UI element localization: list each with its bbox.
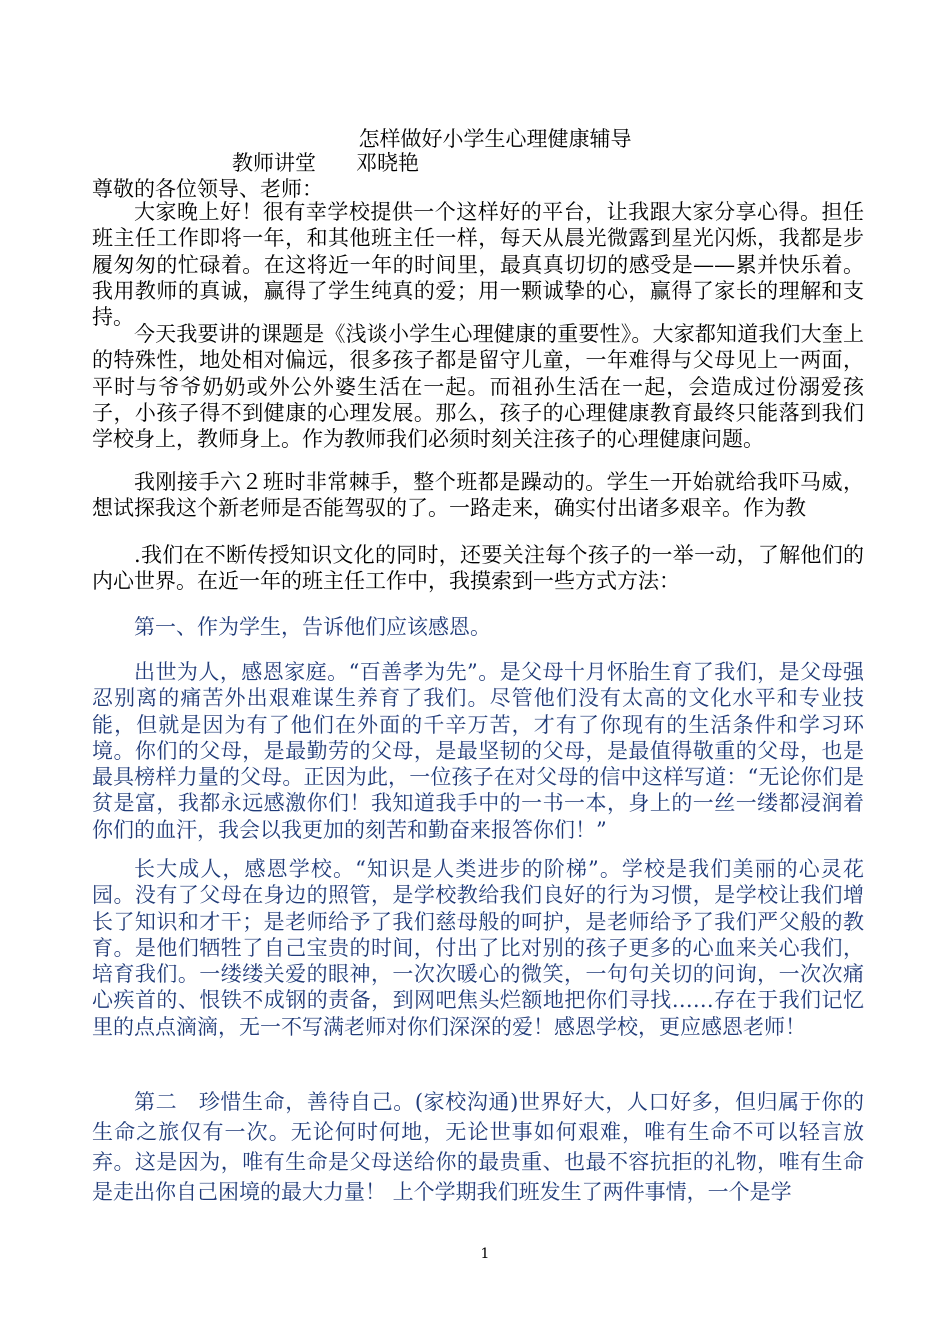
section-heading-gratitude: 第一、作为学生，告诉他们应该感恩。 [134, 615, 491, 639]
paragraph-class: 我刚接手六２班时非常棘手，整个班都是躁动的。学生一开始就给我吓马威，想试探我这个新老师是否能驾驭的了。一路走来，确实付出诸多艰辛。作为教 [92, 470, 864, 521]
paragraph-gratitude-school: 长大成人，感恩学校。“知识是人类进步的阶梯”。学校是我们美丽的心灵花园。没有了父母在身边的照管，是学校教给我们良好的行为习惯，是学校让我们增长了知识和才干；是老师给予了我们慈母般的呵护，是老师给予了我们严父般的教育。是他们牺牲了自己宝贵的时间，付出了比对别的孩子更多的心血来关心我们，培育我们。一缕缕关爱的眼神，一次次暖心的微笑，一句句关切的问询，一次次痛心疾首的、恨铁不成钢的责备，到网吧焦头烂额地把你们寻找……存在于我们记忆里的点点滴滴，无一不写满老师对你们深深的爱！感恩学校，更应感恩老师！ [92, 857, 864, 1039]
paragraph-methods: .我们在不断传授知识文化的同时，还要关注每个孩子的一举一动，了解他们的内心世界。在近一年的班主任工作中，我摸索到一些方式方法： [92, 543, 864, 594]
paragraph-intro: 大家晚上好！很有幸学校提供一个这样好的平台，让我跟大家分享心得。担任班主任工作即将一年，和其他班主任一样，每天从晨光微露到星光闪烁，我都是步履匆匆的忙碌着。在这将近一年的时间里，最真真切切的感受是——累并快乐着。我用教师的真诚，赢得了学生纯真的爱；用一颗诚挚的心，赢得了家长的理解和支持。 [92, 200, 864, 330]
paragraph-cherish-life: 第二 珍惜生命，善待自己。(家校沟通)世界好大，人口好多，但归属于你的生命之旅仅有一次。无论何时何地，无论世事如何艰难，唯有生命不可以轻言放弃。这是因为，唯有生命是父母送给你的最贵重、也最不容抗拒的礼物，唯有生命是走出你自己困境的最大力量！ 上个学期我们班发生了两件事情，一个是学 [92, 1090, 864, 1204]
greeting: 尊敬的各位领导、老师： [92, 177, 323, 201]
page-number: 1 [480, 1246, 490, 1262]
paragraph-gratitude-family: 出世为人，感恩家庭。“百善孝为先”。是父母十月怀胎生育了我们，是父母强忍别离的痛苦外出艰难谋生养育了我们。尽管他们没有太高的文化水平和专业技能，但就是因为有了他们在外面的千辛万苦，才有了你现有的生活条件和学习环境。你们的父母，是最勤劳的父母，是最坚韧的父母，是最值得敬重的父母，也是最具榜样力量的父母。正因为此，一位孩子在对父母的信中这样写道：“无论你们是贫是富，我都永远感激你们！我知道我手中的一书一本，身上的一丝一缕都浸润着你们的血汗，我会以我更加的刻苦和勤奋来报答你们！” [92, 660, 864, 842]
document-title: 怎样做好小学生心理健康辅导 [358, 127, 632, 151]
byline: 教师讲堂 邓晓艳 [232, 151, 420, 175]
paragraph-topic: 今天我要讲的课题是《浅谈小学生心理健康的重要性》。大家都知道我们大奎上的特殊性，地处相对偏远，很多孩子都是留守儿童，一年难得与父母见上一两面，平时与爷爷奶奶或外公外婆生活在一起。而祖孙生活在一起，会造成过份溺爱孩子，小孩子得不到健康的心理发展。那么，孩子的心理健康教育最终只能落到我们学校身上，教师身上。作为教师我们必须时刻关注孩子的心理健康问题。 [92, 322, 864, 452]
